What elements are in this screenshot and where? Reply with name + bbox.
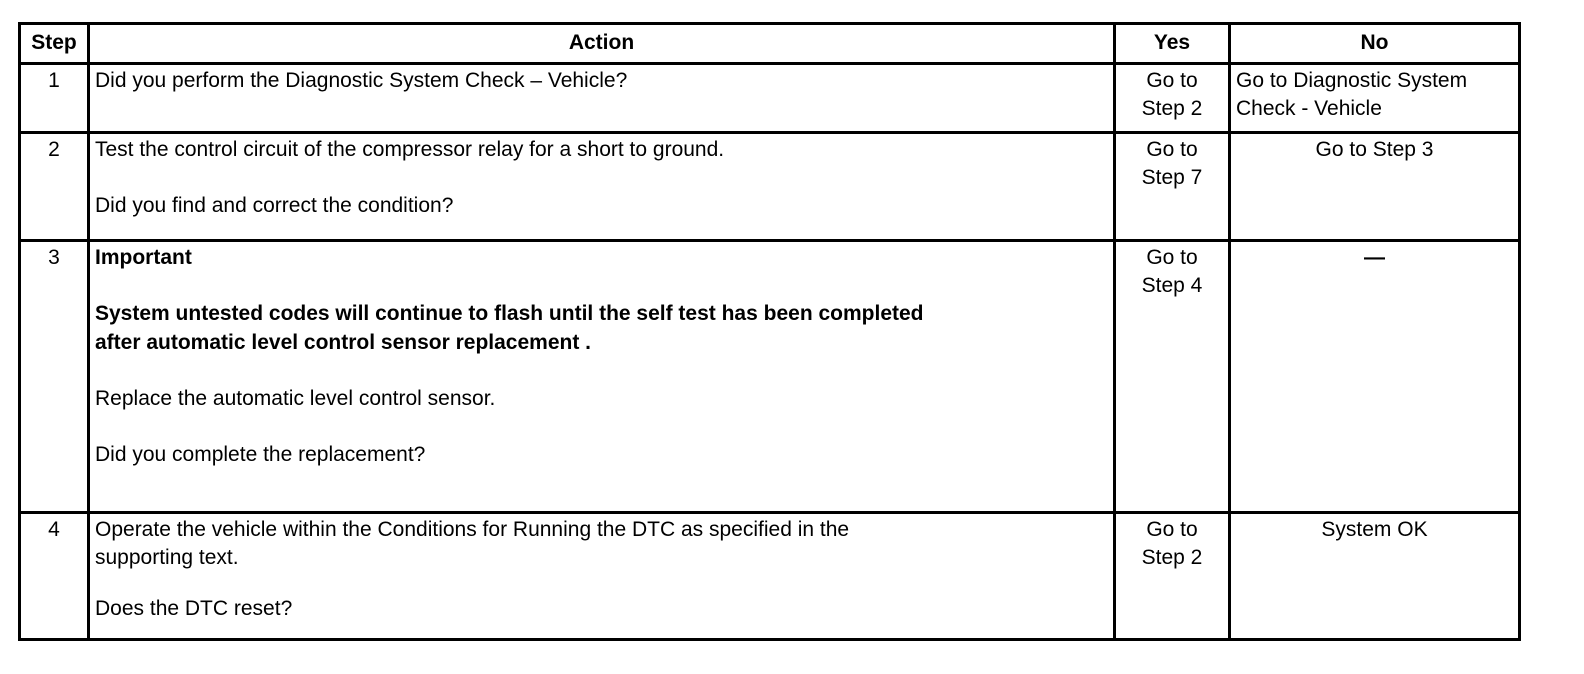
important-text: System untested codes will continue to flash until the self test has been completed bbox=[95, 302, 924, 326]
step-number: 2 bbox=[20, 133, 89, 241]
no-text: — bbox=[1364, 246, 1385, 269]
action-cell bbox=[89, 513, 1115, 640]
yes-text: Step 4 bbox=[1141, 274, 1203, 298]
no-cell bbox=[1230, 513, 1520, 640]
no-cell bbox=[1230, 241, 1520, 513]
step-number: 1 bbox=[20, 64, 89, 133]
diagnostic-table bbox=[18, 22, 1521, 641]
action-cell bbox=[89, 241, 1115, 513]
yes-cell bbox=[1115, 241, 1230, 513]
yes-text: Go to bbox=[1146, 138, 1198, 161]
yes-cell bbox=[1115, 64, 1230, 133]
action-text: Did you complete the replacement? bbox=[95, 443, 426, 467]
yes-cell bbox=[1115, 513, 1230, 640]
action-text: supporting text. bbox=[95, 546, 239, 570]
step-number: 4 bbox=[20, 513, 89, 640]
action-text: Replace the automatic level control sensor. bbox=[95, 387, 496, 411]
important-label: Important bbox=[95, 246, 192, 269]
table-row bbox=[20, 133, 1520, 241]
important-text: after automatic level control sensor replacement . bbox=[95, 330, 592, 354]
action-text: Did you perform the Diagnostic System Check – Vehicle? bbox=[95, 69, 628, 92]
header-action: Action bbox=[89, 24, 1115, 64]
action-text: Does the DTC reset? bbox=[95, 596, 293, 620]
no-text: System OK bbox=[1321, 518, 1428, 541]
header-no: No bbox=[1230, 24, 1520, 64]
no-text: Go to Step 3 bbox=[1315, 138, 1434, 161]
no-text: Go to Diagnostic System bbox=[1236, 69, 1468, 92]
yes-text: Step 7 bbox=[1141, 166, 1203, 190]
header-row bbox=[20, 24, 1520, 64]
no-cell bbox=[1230, 64, 1520, 133]
no-text: Check - Vehicle bbox=[1236, 97, 1382, 121]
action-cell bbox=[89, 64, 1115, 133]
yes-text: Step 2 bbox=[1141, 546, 1203, 570]
yes-cell bbox=[1115, 133, 1230, 241]
table-row bbox=[20, 64, 1520, 133]
header-yes: Yes bbox=[1115, 24, 1230, 64]
step-number: 3 bbox=[20, 241, 89, 513]
action-text: Test the control circuit of the compressor relay for a short to ground. bbox=[95, 138, 725, 161]
no-cell bbox=[1230, 133, 1520, 241]
yes-text: Go to bbox=[1146, 69, 1198, 92]
table-row bbox=[20, 513, 1520, 640]
action-text: Did you find and correct the condition? bbox=[95, 194, 454, 218]
yes-text: Step 2 bbox=[1141, 97, 1203, 121]
table-row bbox=[20, 241, 1520, 513]
action-cell bbox=[89, 133, 1115, 241]
action-text: Operate the vehicle within the Conditions for Running the DTC as specified in the bbox=[95, 518, 850, 541]
yes-text: Go to bbox=[1146, 246, 1198, 269]
header-step: Step bbox=[20, 24, 89, 64]
yes-text: Go to bbox=[1146, 518, 1198, 541]
